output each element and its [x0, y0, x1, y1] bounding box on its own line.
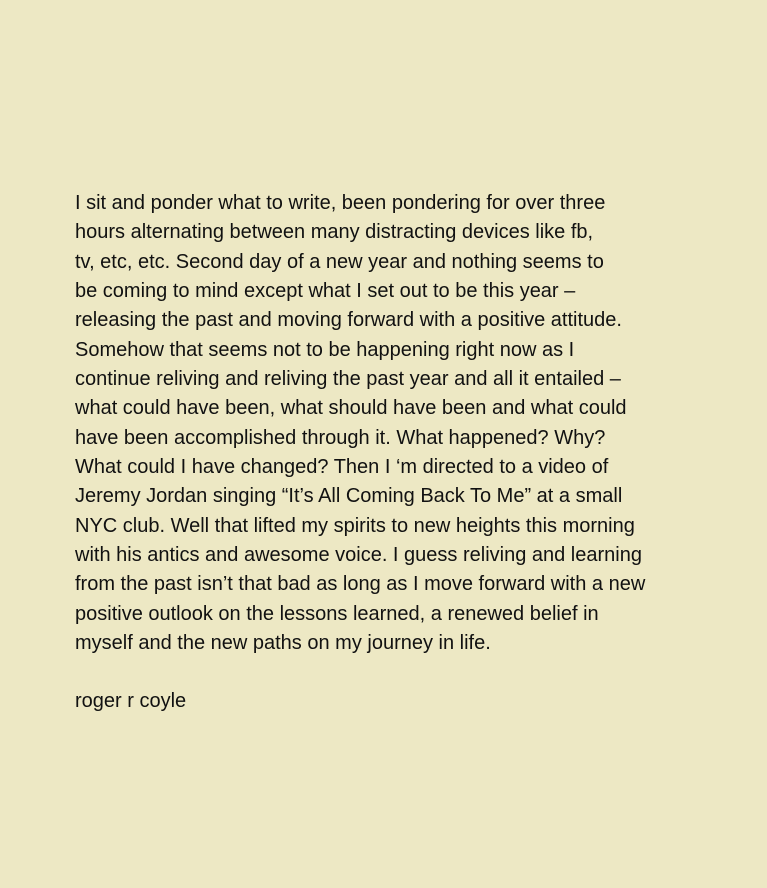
poem-line-2: hours alternating between many distracting devices like fb,	[75, 221, 594, 244]
poem-line-12: NYC club. Well that lifted my spirits to new heights this morning	[75, 514, 635, 537]
poem-line-16: myself and the new paths on my journey in life.	[75, 632, 491, 655]
poem-line-9: have been accomplished through it. What happened? Why?	[75, 426, 606, 449]
poem-line-11: Jeremy Jordan singing “It’s All Coming Back To Me” at a small	[75, 485, 623, 508]
poem-line-3: tv, etc, etc. Second day of a new year and nothing seems to	[75, 250, 604, 273]
poem-line-13: with his antics and awesome voice. I guess reliving and learning	[75, 544, 642, 567]
poem-line-14: from the past isn’t that bad as long as I move forward with a new	[75, 573, 646, 596]
poem-body	[75, 189, 745, 659]
poem-line-10: What could I have changed? Then I ‘m directed to a video of	[75, 456, 609, 479]
poem-line-8: what could have been, what should have been and what could	[75, 397, 627, 420]
author-signature: roger r coyle	[75, 690, 187, 712]
poem-line-7: continue reliving and reliving the past year and all it entailed –	[75, 368, 621, 391]
poem-line-5: releasing the past and moving forward with a positive attitude.	[75, 309, 622, 332]
poem-line-4: be coming to mind except what I set out to be this year –	[75, 280, 576, 303]
poem-line-1: I sit and ponder what to write, been pondering for over three	[75, 192, 606, 214]
poem-line-15: positive outlook on the lessons learned, a renewed belief in	[75, 602, 599, 625]
poem-line-6: Somehow that seems not to be happening right now as I	[75, 338, 575, 361]
